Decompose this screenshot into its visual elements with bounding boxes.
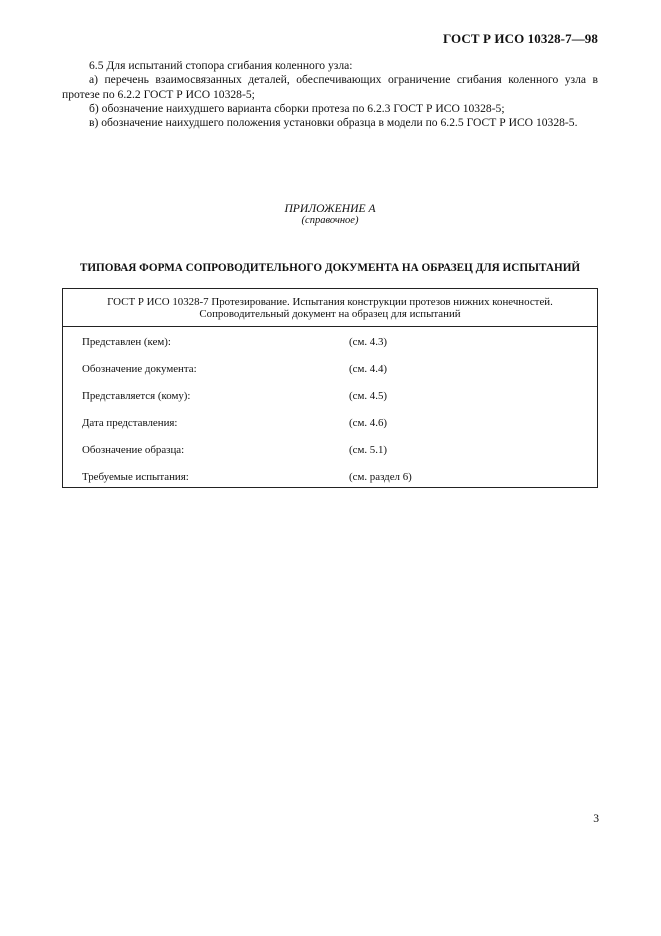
form-table bbox=[62, 288, 598, 488]
form-row-ref: (см. 4.5) bbox=[349, 390, 388, 402]
section-intro: 6.5 Для испытаний стопора сгибания коленного узла: bbox=[89, 59, 353, 72]
appendix-title-block bbox=[62, 203, 598, 227]
section-item-a: а) перечень взаимосвязанных деталей, обеспечивающих ограничение сгибания коленного узла в протезе по 6.2.2 ГОСТ Р ИСО 10328-5; bbox=[62, 73, 598, 101]
form-row-ref: (см. 4.3) bbox=[349, 336, 388, 348]
form-row-label: Представляется (кому): bbox=[82, 390, 191, 402]
form-row-label: Представлен (кем): bbox=[82, 336, 171, 348]
form-row-label: Требуемые испытания: bbox=[82, 471, 189, 483]
appendix-title: ПРИЛОЖЕНИЕ А bbox=[284, 202, 376, 215]
form-heading: ТИПОВАЯ ФОРМА СОПРОВОДИТЕЛЬНОГО ДОКУМЕНТА НА ОБРАЗЕЦ ДЛЯ ИСПЫТАНИЙ bbox=[79, 262, 581, 274]
section-item-c: в) обозначение наихудшего положения установки образца в модели по 6.2.5 ГОСТ Р ИСО 10328-5. bbox=[89, 116, 578, 130]
form-row-ref: (см. раздел 6) bbox=[349, 471, 412, 483]
form-table-header-line-1: ГОСТ Р ИСО 10328-7 Протезирование. Испытания конструкции протезов нижних конечностей. bbox=[107, 296, 553, 308]
form-row-label: Обозначение документа: bbox=[82, 363, 197, 375]
section-6-5 bbox=[62, 59, 598, 130]
form-row-ref: (см. 4.6) bbox=[349, 417, 388, 429]
form-row-label: Дата представления: bbox=[82, 417, 178, 429]
form-row-ref: (см. 4.4) bbox=[349, 363, 388, 375]
form-row-label: Обозначение образца: bbox=[82, 444, 185, 456]
section-item-b: б) обозначение наихудшего варианта сборки протеза по 6.2.3 ГОСТ Р ИСО 10328-5; bbox=[89, 101, 505, 115]
page-number: 3 bbox=[593, 812, 599, 825]
form-table-header-line-2: Сопроводительный документ на образец для испытаний bbox=[199, 307, 461, 320]
form-table-header bbox=[63, 289, 597, 327]
document-header: ГОСТ Р ИСО 10328-7—98 bbox=[442, 31, 598, 46]
form-row-ref: (см. 5.1) bbox=[349, 444, 388, 456]
appendix-subtitle: (справочное) bbox=[301, 215, 359, 226]
